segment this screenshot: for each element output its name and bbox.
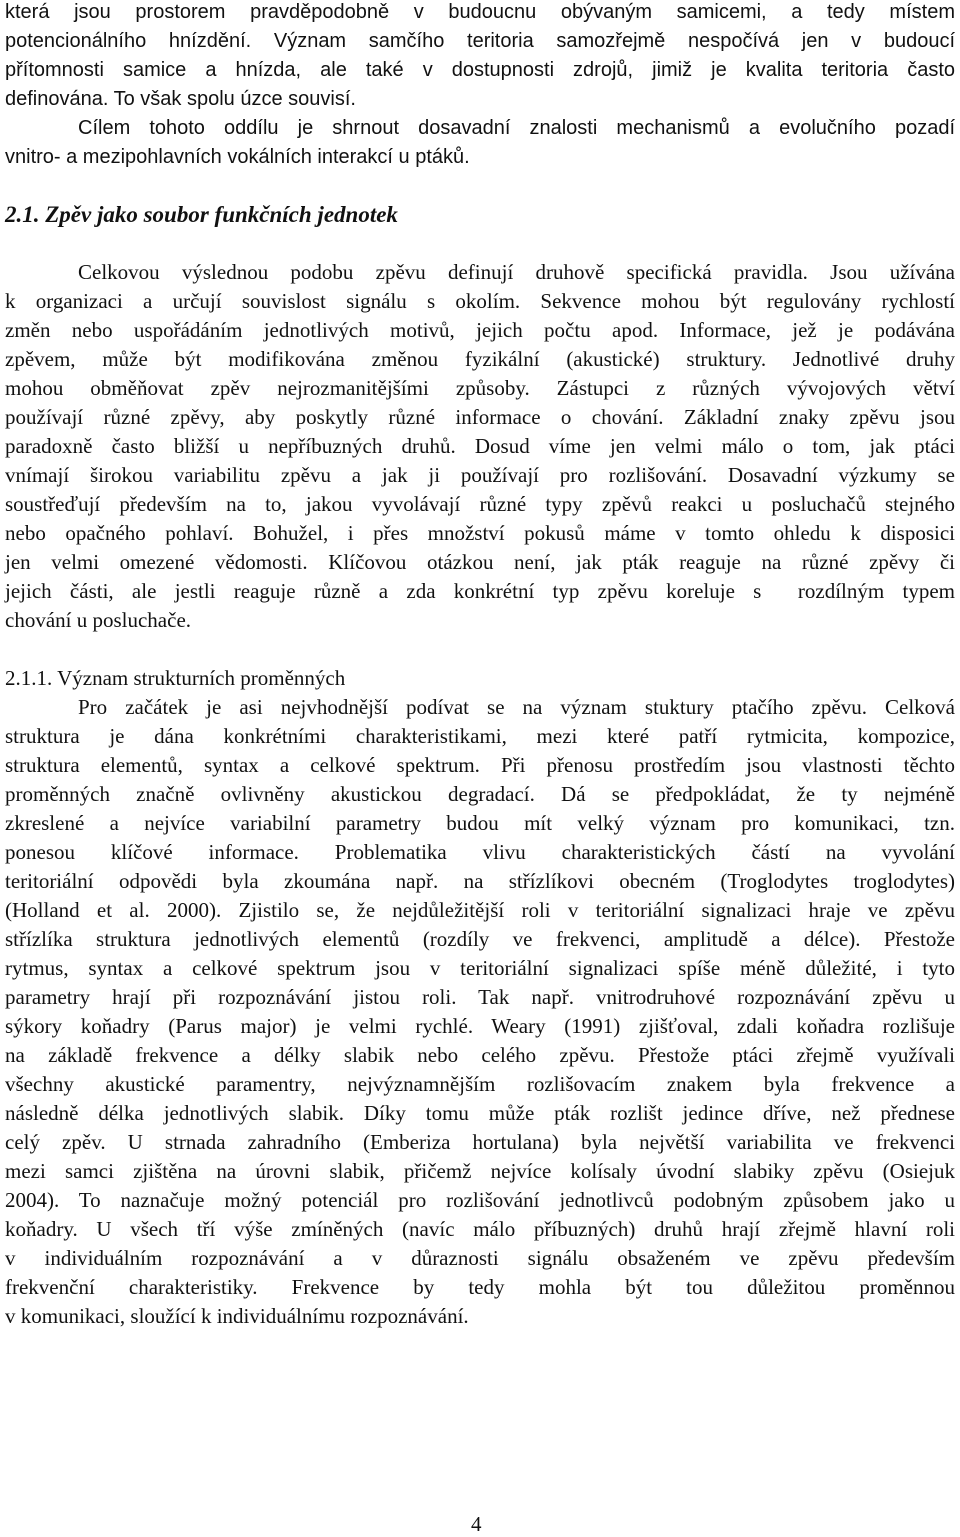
- body-line: zkreslené a nejvíce variabilní parametry budou mít velký význam pro komunikaci, tzn.: [5, 811, 955, 835]
- body-line: zpěvem, může být modifikována změnou fyzikální (akustické) struktury. Jednotlivé druhy: [5, 347, 955, 371]
- body-line: paradoxně často bližší u nepříbuzných druhů. Dosud víme jen velmi málo o tom, jak ptáci: [5, 434, 955, 458]
- body-line: teritoriální odpovědi byla zkoumána např. na střízlíkovi obecném (Troglodytes troglodytes): [5, 869, 955, 893]
- body-line: používají různé zpěvy, aby poskytly různé informace o chování. Základní znaky zpěvu jsou: [5, 405, 955, 429]
- body-line: struktura elementů, syntax a celkové spektrum. Při přenosu prostředím jsou vlastnosti těchto: [5, 753, 955, 777]
- body-line: (Holland et al. 2000). Zjistilo se, že nejdůležitější roli v teritoriální signalizaci hraje ve zpěvu: [5, 898, 955, 922]
- body-line: jen velmi omezené vědomosti. Klíčovou otázkou není, jak pták reaguje na různé zpěvy či: [5, 550, 955, 574]
- body-line: následně délka jednotlivých slabik. Díky tomu může pták rozlišt jedince dříve, než přednese: [5, 1101, 955, 1125]
- intro-line: definována. To však spolu úzce souvisí.: [5, 88, 356, 110]
- intro-line: vnitro- a mezipohlavních vokálních interakcí u ptáků.: [5, 146, 470, 168]
- body-line: chování u posluchače.: [5, 608, 192, 632]
- body-line: nebo opačného pohlaví. Bohužel, i přes množství pokusů máme v tomto ohledu k disposici: [5, 521, 955, 545]
- subsection-heading: 2.1.1. Význam strukturních proměnných: [5, 666, 346, 690]
- body-line: vnímají širokou variabilitu zpěvu a jak ji používají pro rozlišování. Dosavadní výzkumy se: [5, 463, 955, 487]
- body-line: celý zpěv. U strnada zahradního (Emberiza hortulana) byla největší variabilita ve frekvenci: [5, 1130, 955, 1154]
- body-line: Celkovou výslednou podobu zpěvu definují druhově specifická pravidla. Jsou užívána: [78, 260, 955, 284]
- body-line: v komunikaci, sloužící k individuálnímu rozpoznávání.: [5, 1304, 469, 1328]
- body-line: ponesou klíčové informace. Problematika vlivu charakteristických částí na vyvolání: [5, 840, 955, 864]
- intro-line: která jsou prostorem pravděpodobně v budoucnu obývaným samicemi, a tedy místem: [5, 1, 955, 23]
- body-line: všechny akustické paramentry, nejvýznamnějším rozlišovacím znakem byla frekvence a: [5, 1072, 955, 1096]
- body-line: proměnných značně ovlivněny akustickou degradací. Dá se předpokládat, že ty nejméně: [5, 782, 955, 806]
- page-number: 4: [471, 1512, 482, 1536]
- body-line: změn nebo uspořádáním jednotlivých motivů, jejich počtu apod. Informace, jež je podávána: [5, 318, 955, 342]
- body-line: struktura je dána konkrétními charakteristikami, mezi které patří rytmicita, kompozice,: [5, 724, 955, 748]
- body-line: 2004). To naznačuje možný potenciál pro rozlišování jednotlivců podobným způsobem jako u: [5, 1188, 955, 1212]
- body-line: parametry hrají při rozpoznávání jistou roli. Tak např. vnitrodruhové rozpoznávání zpěvu u: [5, 985, 955, 1009]
- body-line: sýkory koňadry (Parus major) je velmi rychlé. Weary (1991) zjišťoval, zdali koňadra rozlišuje: [5, 1014, 955, 1038]
- body-line: jejich části, ale jestli reaguje různě a zda konkrétní typ zpěvu koreluje s rozdílným typem: [5, 579, 955, 603]
- section-heading: 2.1. Zpěv jako soubor funkčních jednotek: [5, 202, 398, 227]
- intro-line: přítomnosti samice a hnízda, ale také v dostupnosti zdrojů, jimiž je kvalita teritoria často: [5, 59, 955, 81]
- body-line: mezi samci zjištěna na úrovni slabik, přičemž nejvíce kolísaly úvodní slabiky zpěvu (Osiejuk: [5, 1159, 955, 1183]
- body-line: koňadry. U všech tří výše zmíněných (navíc málo příbuzných) druhů hrají zřejmě hlavní roli: [5, 1217, 955, 1241]
- intro-line: Cílem tohoto oddílu je shrnout dosavadní znalosti mechanismů a evolučního pozadí: [78, 117, 955, 139]
- body-line: rytmus, syntax a celkové spektrum jsou v teritoriální signalizaci spíše méně důležité, i tyto: [5, 956, 955, 980]
- intro-line: potencionálního hnízdění. Význam samčího teritoria samozřejmě nespočívá jen v budoucí: [5, 30, 955, 52]
- body-line: mohou obměňovat zpěv nejrozmanitějšími způsoby. Zástupci z různých vývojových větví: [5, 376, 955, 400]
- body-line: Pro začátek je asi nejvhodnější podívat se na význam stuktury ptačího zpěvu. Celková: [78, 695, 955, 719]
- body-line: na základě frekvence a délky slabik nebo celého zpěvu. Přestože ptáci zřejmě využívali: [5, 1043, 955, 1067]
- body-line: frekvenční charakteristiky. Frekvence by tedy mohla být tou důležitou proměnnou: [5, 1275, 955, 1299]
- body-line: v individuálním rozpoznávání a v důraznosti signálu obsaženém ve zpěvu především: [5, 1246, 955, 1270]
- body-line: soustřeďují především na to, jakou vyvolávají různé typy zpěvů reakci u posluchačů stejného: [5, 492, 955, 516]
- body-line: střízlíka struktura jednotlivých elementů (rozdíly ve frekvenci, amplitudě a délce). Přestože: [5, 927, 955, 951]
- body-line: k organizaci a určují souvislost signálu s okolím. Sekvence mohou být regulovány rychlostí: [5, 289, 955, 313]
